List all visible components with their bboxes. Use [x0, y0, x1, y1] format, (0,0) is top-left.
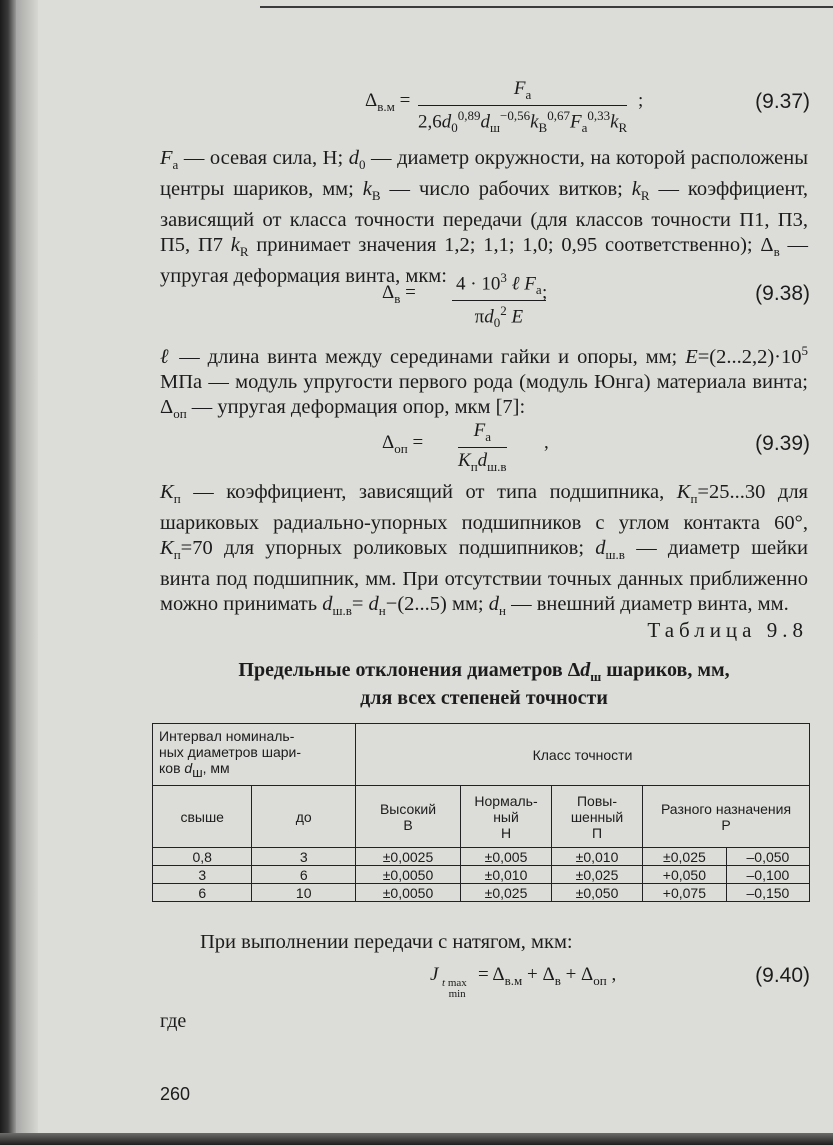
tolerance-table	[152, 723, 810, 902]
table-row	[153, 848, 810, 866]
equation-number: (9.37)	[755, 90, 810, 113]
paragraph-4: При выполнении передачи с натягом, мкм:	[200, 931, 573, 953]
paragraph-3: $K_п$ — коэффициент, зависящий от типа подшипника, $K_п=25...30$ для шариковых радиально-упорных подшипников с углом контакта 60°, $K_п=70$ для упорных роликовых подшипников; $d_{ш.в}$ — диаметр шейки винта под подшипник, мм. При отсутствии точных данных приближенно можно принимать $d_{ш.в}= d_н-(2...5)$ мм; $d_н$ — внешний диаметр винта, мм.	[160, 481, 808, 619]
equation-lhs: $\Delta_{в.м}$ =	[365, 90, 411, 114]
equation-numerator: $F_а$	[418, 78, 627, 106]
header-to: до	[252, 786, 356, 848]
table-row	[153, 884, 810, 902]
cell: 6	[153, 884, 252, 902]
equation-lhs: J	[430, 964, 439, 985]
cell: 0,8	[153, 848, 252, 866]
table-title-line-1: Предельные отклонения диаметров $\Delta d_ш$ шариков, мм,	[238, 659, 730, 684]
equation-denominator: $K_пd_{ш.в}$	[458, 449, 507, 474]
equation-rhs: = $\Delta_{в.м} + \Delta_в + \Delta_{оп}$ ,	[478, 964, 617, 988]
equation-fraction	[452, 270, 546, 331]
cell: ±0,005	[461, 848, 552, 866]
cell: +0,050	[643, 866, 727, 884]
paragraph-2: ℓ — длина винта между серединами гайки и опоры, мм; $E=(2...2,2)\cdot 10^5$ МПа — модуль упругости первого рода (модуль Юнга) материала винта; $\Delta_{оп}$ — упругая деформация опор, мкм [7]:	[160, 343, 809, 421]
header-class: Класс точности	[356, 724, 810, 786]
header-normal: Нормаль- ный Н	[461, 786, 552, 848]
cell: ±0,010	[552, 848, 643, 866]
top-rule	[260, 6, 833, 8]
equation-9-37	[160, 78, 810, 135]
where-label: где	[160, 1010, 187, 1032]
page-edge-shadow	[0, 0, 16, 1145]
equation-number: (9.38)	[755, 282, 810, 305]
cell: ±0,010	[461, 866, 552, 884]
table-label: Таблица 9.8	[647, 618, 808, 642]
header-interval: Интервал номиналь- ных диаметров шари- ков $d_ш$, мм	[153, 724, 356, 786]
cell: –0,150	[726, 884, 809, 902]
equation-subscript: t max min	[442, 977, 467, 1000]
equation-number: (9.39)	[755, 432, 810, 455]
cell: ±0,0050	[356, 884, 461, 902]
page-number: 260	[160, 1084, 191, 1104]
header-over: свыше	[153, 786, 252, 848]
header-various: Разного назначения Р	[643, 786, 810, 848]
cell: ±0,025	[461, 884, 552, 902]
equation-9-40	[160, 958, 810, 1004]
cell: –0,100	[726, 866, 809, 884]
cell: 6	[252, 866, 356, 884]
equation-tail: ,	[544, 432, 549, 453]
equation-9-38	[160, 270, 810, 331]
cell: ±0,025	[552, 866, 643, 884]
page-edge-fade	[16, 0, 38, 1145]
cell: 3	[252, 848, 356, 866]
cell: ±0,0050	[356, 866, 461, 884]
bottom-edge-shadow	[0, 1133, 833, 1145]
equation-numerator: $F_а$	[458, 420, 507, 448]
cell: 3	[153, 866, 252, 884]
equation-lhs: $\Delta_в$ =	[382, 282, 416, 306]
equation-numerator: $4 \cdot 10^3$ ℓ $F_а$	[452, 270, 546, 301]
cell: ±0,050	[552, 884, 643, 902]
equation-fraction	[458, 420, 507, 475]
cell: 10	[252, 884, 356, 902]
paragraph-1: $F_а$ — осевая сила, Н; $d_0$ — диаметр окружности, на которой расположены центры шариков, мм; $k_В$ — число рабочих витков; $k_R$ — коэффициент, зависящий от класса точности передачи (для классов точности П1, П3, П5, П7 $k_R$ принимает значения 1,2; 1,1; 1,0; 0,95 соответственно); $\Delta_в$ — упругая деформация винта, мкм:	[160, 147, 809, 288]
equation-tail: ;	[542, 282, 548, 303]
equation-lhs: $\Delta_{оп}$ =	[382, 432, 424, 456]
equation-fraction	[418, 78, 627, 136]
table-row	[153, 866, 810, 884]
cell: +0,075	[643, 884, 727, 902]
header-high: Высокий В	[356, 786, 461, 848]
equation-number: (9.40)	[755, 964, 810, 987]
table-title-line-2: для всех степеней точности	[360, 687, 608, 709]
header-raised: Повы- шенный П	[552, 786, 643, 848]
cell: –0,050	[726, 848, 809, 866]
equation-denominator: $2,6d_0^{0,89}d_ш^{-0,56}k_В^{0,67}F_а^{0,33}k_R$	[418, 107, 628, 135]
equation-9-39	[160, 420, 810, 474]
cell: ±0,025	[643, 848, 727, 866]
equation-denominator: $\pi d_0^2$ E	[474, 303, 524, 331]
equation-tail: ;	[638, 90, 644, 111]
cell: ±0,0025	[356, 848, 461, 866]
